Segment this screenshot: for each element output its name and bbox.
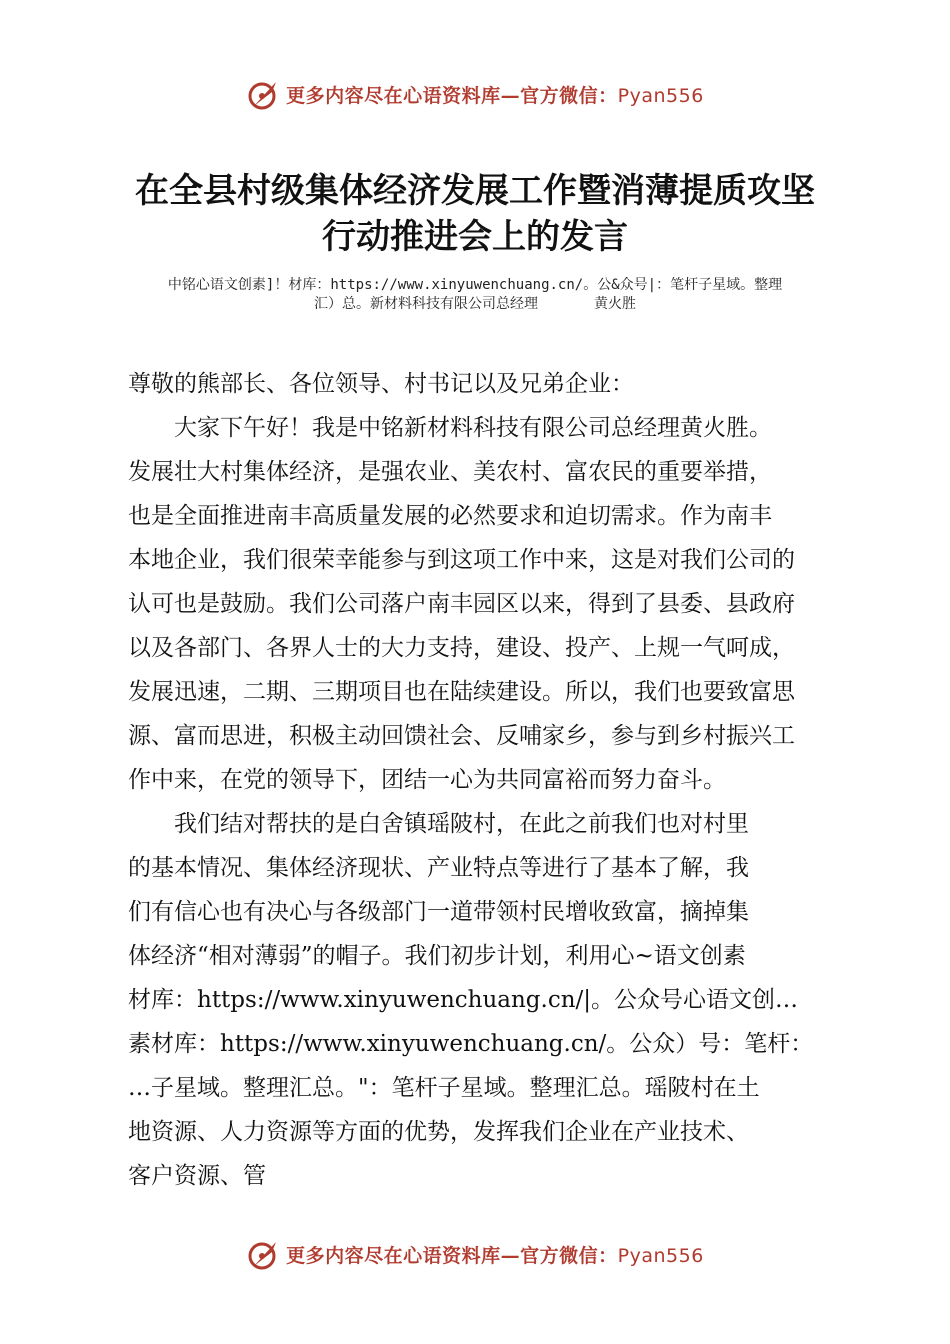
body-line: 的基本情况、集体经济现状、产业特点等进行了基本了解，我 [128, 855, 749, 881]
body-line: 体经济“相对薄弱”的帽子。我们初步计划，利用心~语文创素 [128, 943, 746, 969]
subtitle-line: 汇）总。新材料科技有限公司总经理 黄火胜 [314, 296, 636, 312]
banner-text: 更多内容尽在心语资料库—官方微信：Pyan556 [286, 84, 704, 107]
title-line: 在全县村级集体经济发展工作暨消薄提质攻坚 [135, 171, 815, 211]
body-line: 发展壮大村集体经济，是强农业、美农村、富农民的重要举措， [128, 459, 772, 485]
body-line: 大家下午好！我是中铭新材料科技有限公司总经理黄火胜。 [128, 415, 772, 441]
quill-logo-icon [246, 76, 282, 112]
body-line: 也是全面推进南丰高质量发展的必然要求和迫切需求。作为南丰 [128, 503, 772, 529]
body-line: 作中来，在党的领导下，团结一心为共同富裕而努力奋斗。 [128, 767, 726, 793]
header-banner [0, 74, 950, 114]
body-line: 认可也是鼓励。我们公司落户南丰园区以来，得到了县委、县政府 [128, 591, 795, 617]
footer-banner [0, 1234, 950, 1274]
body-line: 本地企业，我们很荣幸能参与到这项工作中来，这是对我们公司的 [128, 547, 795, 573]
banner-text: 更多内容尽在心语资料库—官方微信：Pyan556 [286, 1244, 704, 1267]
body-line: 发展迅速，二期、三期项目也在陆续建设。所以，我们也要致富思 [128, 679, 795, 705]
body-line: 客户资源、管 [128, 1163, 266, 1189]
document-title [60, 168, 890, 260]
body-line: 尊敬的熊部长、各位领导、村书记以及兄弟企业： [128, 371, 634, 397]
body-line: 材库：https://www.xinyuwenchuang.cn/|。公众号心语文创… [128, 987, 799, 1013]
wechat-id: Pyan556 [617, 84, 704, 107]
quill-logo-icon [246, 1236, 282, 1272]
body-line: 以及各部门、各界人士的大力支持，建设、投产、上规一气呵成， [128, 635, 795, 661]
body-line: 源、富而思进，积极主动回馈社会、反哺家乡，参与到乡村振兴工 [128, 723, 795, 749]
document-subtitle [110, 276, 840, 314]
wechat-id: Pyan556 [617, 1244, 704, 1267]
document-body [128, 362, 838, 1198]
body-line: …子星域。整理汇总。"：笔杆子星域。整理汇总。瑶陂村在土 [128, 1075, 760, 1101]
body-line: 素材库：https://www.xinyuwenchuang.cn/。公众）号：笔杆： [128, 1031, 814, 1057]
title-line: 行动推进会上的发言 [322, 217, 628, 257]
body-line: 地资源、人力资源等方面的优势，发挥我们企业在产业技术、 [128, 1119, 749, 1145]
body-line: 我们结对帮扶的是白舍镇瑶陂村，在此之前我们也对村里 [128, 811, 749, 837]
body-line: 们有信心也有决心与各级部门一道带领村民增收致富，摘掉集 [128, 899, 749, 925]
subtitle-line: 中铭心语文创素]！材库：https://www.xinyuwenchuang.cn/。公&众号|：笔杆子星域。整理 [167, 277, 783, 293]
